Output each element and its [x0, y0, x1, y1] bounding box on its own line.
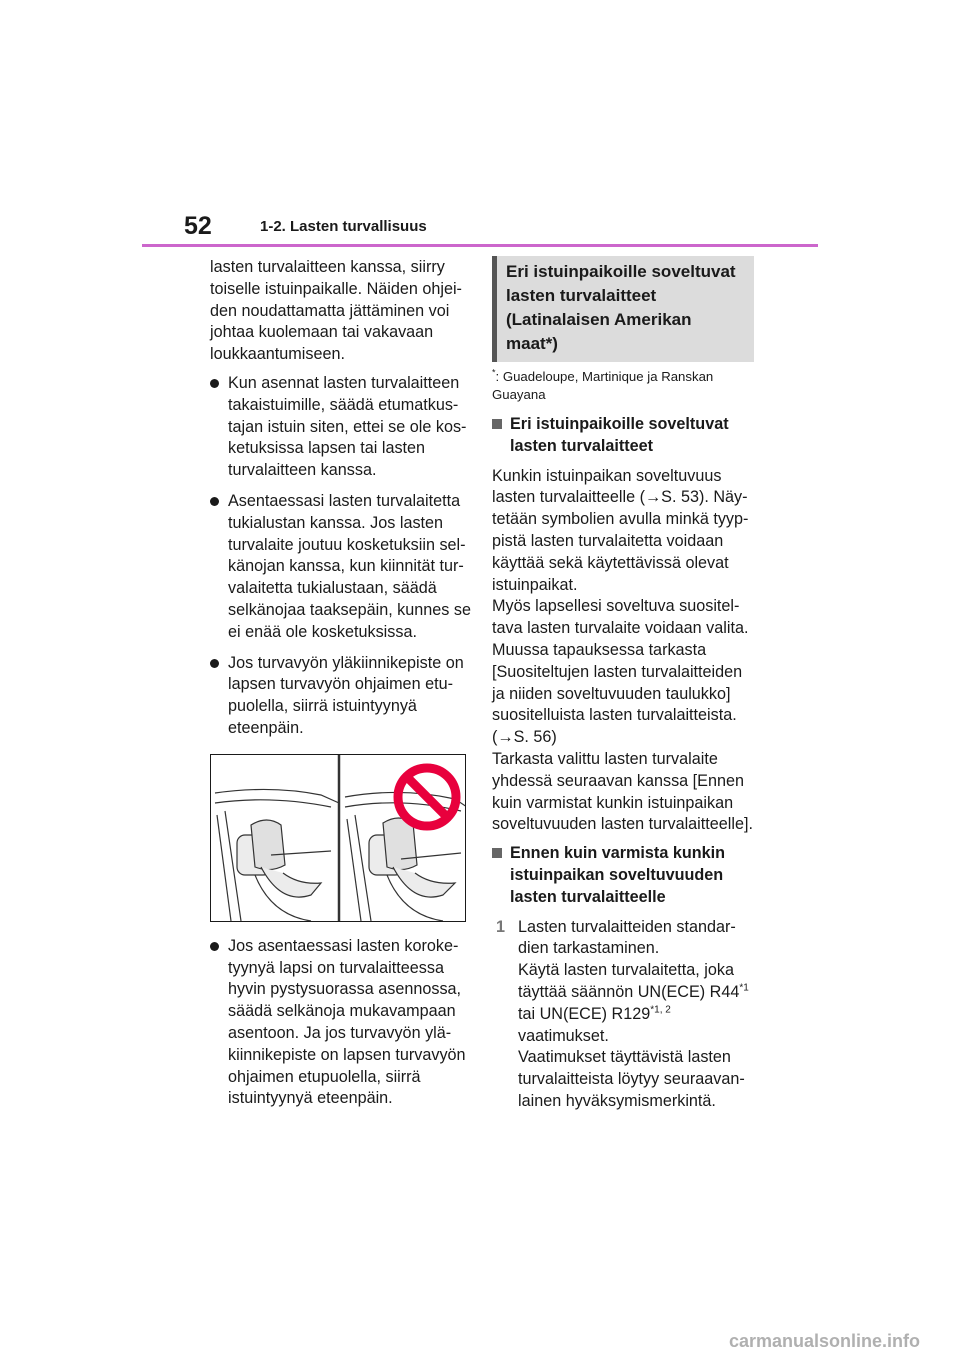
bullet-text: Asentaessasi lasten turvalaitetta tukialustan kanssa. Jos lasten turvalaite joutuu kosketuksiin sel-känojan kanssa, kun kiinnität tur-valaitetta tukialustaan, säädä selkänojaa taaksepäin, kunnes se ei enää ole kosketuksissa. [228, 491, 471, 641]
intro-paragraph: lasten turvalaitteen kanssa, siirry toiselle istuinpaikalle. Näiden ohjei-den noudattamatta jättäminen voi johtaa kuolemaan tai vakavaan loukkaantumiseen. [210, 258, 462, 364]
heading-bar [492, 256, 497, 362]
header-rule [142, 244, 818, 247]
bullet-item [210, 653, 472, 740]
subheading [492, 843, 754, 908]
section-heading [492, 256, 754, 362]
bullet-item [210, 373, 472, 482]
bullet-text: Jos asentaessasi lasten koroke-tyynyä lapsi on turvalaitteessa hyvin pystysuorassa asennossa, säädä selkänoja mukavampaan asentoon. Ja jos turvavyön ylä-kiinnikepiste on lapsen turvavyön ohjaimen etupuolella, siirrä istuintyynyä eteenpäin. [228, 936, 466, 1108]
square-bullet-icon [492, 419, 502, 429]
step-number: 1 [496, 917, 506, 936]
step-item [492, 917, 754, 1113]
section-heading-text: Eri istuinpaikoille soveltuvat lasten turvalaitteet (Latinalaisen Amerikan maat*) [506, 262, 736, 353]
bullet-item [210, 936, 472, 1110]
car-seat-illustration [210, 754, 466, 922]
car-seat-illustration-svg [211, 755, 466, 922]
bullet-item [210, 491, 472, 644]
footnote [492, 368, 754, 404]
bullet-text: Kun asennat lasten turvalaitteen takaistuimille, säädä etumatkus-tajan istuin siten, ettei se ole kos-ketuksissa lapsen tai lasten turvalaitteen kanssa. [228, 373, 467, 480]
subheading-text: Eri istuinpaikoille soveltuvat lasten turvalaitteet [510, 415, 729, 455]
right-column [492, 256, 754, 1113]
paragraph: Kunkin istuinpaikan soveltuvuus lasten turvalaitteelle (→S. 53). Näy-tetään symbolien avulla minkä tyyp-pistä lasten turvalaitetta voidaan käyttää sekä käytettävissä olevat istuinpaikat. [492, 466, 749, 594]
bullet-dot-icon [210, 942, 219, 951]
footnote-mark: * [492, 367, 496, 378]
page-number: 52 [184, 212, 212, 240]
paragraph: Myös lapsellesi soveltuva suositel-tava lasten turvalaite voidaan valita. Muussa tapauksessa tarkasta [Suositeltujen lasten turvalaitteiden ja niiden soveltuvuuden taulukko] suositelluista lasten turvalaitteista. (→S. 56) [492, 597, 749, 747]
subheading-text: Ennen kuin varmista kunkin istuinpaikan soveltuvuuden lasten turvalaitteelle [510, 844, 725, 906]
watermark: carmanualsonline.info [728, 1331, 920, 1351]
section-title: 1-2. Lasten turvallisuus [260, 218, 427, 235]
step-text: Lasten turvalaitteiden standar-dien tarkastaminen. [518, 917, 736, 958]
bullet-text: Jos turvavyön yläkiinnikepiste on lapsen turvavyön ohjaimen etu-puolella, siirrä istuintyynyä eteenpäin. [228, 653, 464, 737]
footnote-text: : Guadeloupe, Martinique ja Ranskan Guayana [492, 369, 714, 402]
bullet-dot-icon [210, 379, 219, 388]
subheading [492, 414, 754, 458]
bullet-dot-icon [210, 497, 219, 506]
square-bullet-icon [492, 848, 502, 858]
paragraph: Tarkasta valittu lasten turvalaite yhdessä seuraavan kanssa [Ennen kuin varmistat kunkin istuinpaikan soveltuvuuden lasten turvalaitteelle]. [492, 749, 753, 834]
step-text: Käytä lasten turvalaitetta, joka täyttää säännön UN(ECE) R44$^{*1}$ tai UN(ECE) R129$^{*1, 2}$ vaatimukset. [518, 961, 749, 1045]
left-column [210, 257, 472, 1119]
step-text: Vaatimukset täyttävistä lasten turvalaitteista löytyy seuraavan-lainen hyväksymismerkintä. [518, 1048, 745, 1110]
bullet-dot-icon [210, 659, 219, 668]
